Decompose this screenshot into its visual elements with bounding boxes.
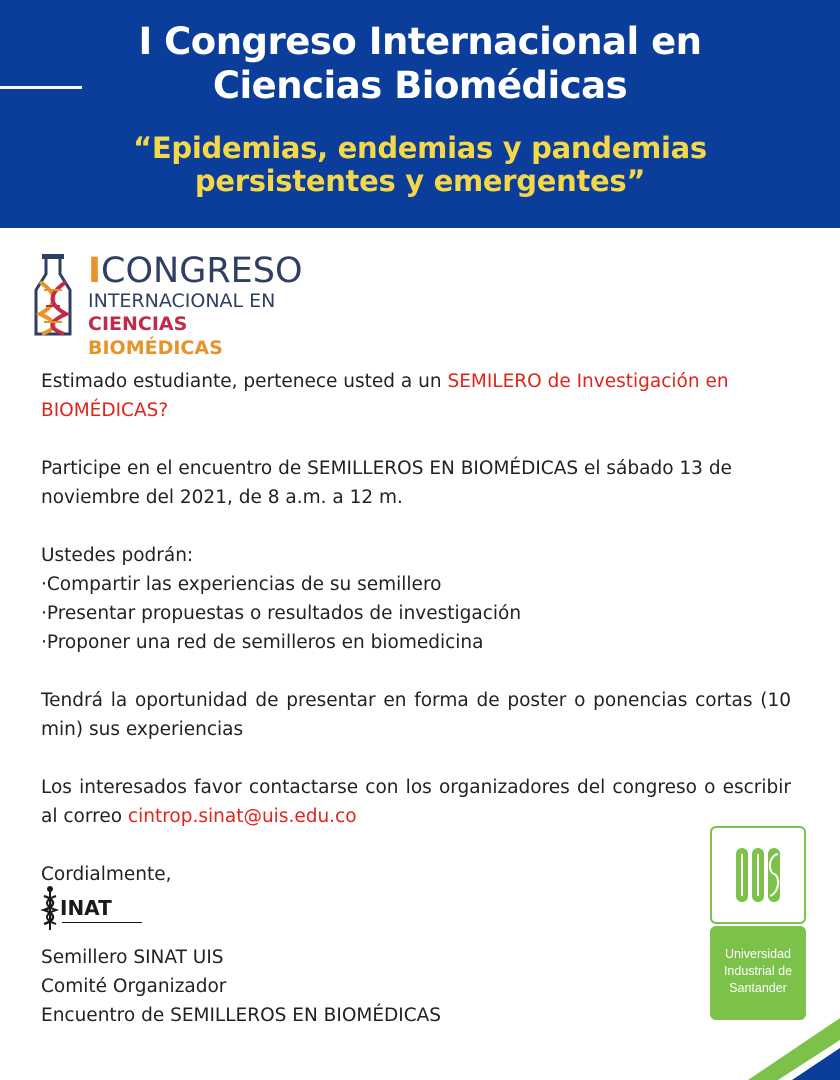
signature-line-3: Encuentro de SEMILLEROS EN BIOMÉDICAS bbox=[41, 1005, 442, 1026]
logo-wordmark bbox=[88, 252, 328, 360]
title-line-1: I Congreso Internacional en bbox=[138, 20, 702, 63]
uis-name-line-2: Industrial de bbox=[723, 964, 793, 978]
uis-name-plate bbox=[710, 926, 806, 1020]
bullet-item: ·Presentar propuestas o resultados de investigación bbox=[41, 603, 522, 624]
signature-line-2: Comité Organizador bbox=[41, 976, 227, 997]
sinat-wordmark: INAT bbox=[60, 896, 112, 920]
header-banner bbox=[0, 0, 840, 228]
congress-logo bbox=[28, 251, 328, 359]
signature-line-1: Semillero SINAT UIS bbox=[41, 947, 224, 968]
sinat-underline bbox=[62, 922, 142, 923]
bullet-item: ·Proponer una red de semilleros en biomedicina bbox=[41, 632, 484, 653]
letter-body bbox=[41, 367, 791, 889]
uis-name-line-1: Universidad bbox=[724, 947, 791, 961]
uis-name-line-3: Santander bbox=[729, 981, 787, 995]
subtitle-line-2: persistentes y emergentes” bbox=[194, 164, 646, 198]
logo-line-3b: BIOMÉDICAS bbox=[88, 337, 223, 359]
paragraph-presentation: Tendrá la oportunidad de presentar en forma de poster o ponencias cortas (10 min) sus experiencias bbox=[41, 690, 791, 740]
uis-monogram-icon bbox=[712, 828, 804, 922]
paragraph-activities-intro: Ustedes podrán: bbox=[41, 545, 194, 566]
contact-email-link[interactable]: cintrop.sinat@uis.edu.co bbox=[127, 806, 357, 827]
logo-line-2: INTERNACIONAL EN bbox=[88, 290, 276, 312]
paragraph-event-date: Participe en el encuentro de SEMILLEROS EN BIOMÉDICAS el sábado 13 de noviembre del 2021, de 8 a.m. a 12 m. bbox=[41, 458, 732, 508]
signature-block bbox=[41, 943, 441, 1030]
paragraph-question: Estimado estudiante, pertenece usted a un SEMILERO de Investigación en BIOMÉDICAS? bbox=[41, 371, 729, 421]
congress-subtitle bbox=[0, 132, 840, 198]
logo-roman-numeral: I bbox=[88, 251, 102, 291]
paragraph-contact: Los interesados favor contactarse con los organizadores del congreso o escribir al correo cintrop.sinat@uis.edu.co bbox=[41, 777, 791, 827]
congress-title bbox=[0, 20, 840, 108]
logo-line-1: CONGRESO bbox=[101, 251, 303, 291]
title-line-2: Ciencias Biomédicas bbox=[212, 64, 628, 107]
semillero-highlight: SEMILERO de Investigación en BIOMÉDICAS? bbox=[41, 371, 729, 421]
corner-stripes bbox=[730, 1010, 840, 1080]
closing-greeting: Cordialmente, bbox=[41, 864, 172, 885]
uis-logo bbox=[710, 826, 806, 1020]
subtitle-line-1: “Epidemias, endemias y pandemias bbox=[133, 131, 707, 165]
bullet-item: ·Compartir las experiencias de su semillero bbox=[41, 574, 442, 595]
sinat-logo bbox=[40, 884, 150, 932]
uis-emblem bbox=[710, 826, 806, 924]
header-divider bbox=[0, 86, 82, 89]
logo-line-3a: CIENCIAS bbox=[88, 313, 188, 335]
flask-dna-icon bbox=[28, 252, 78, 336]
